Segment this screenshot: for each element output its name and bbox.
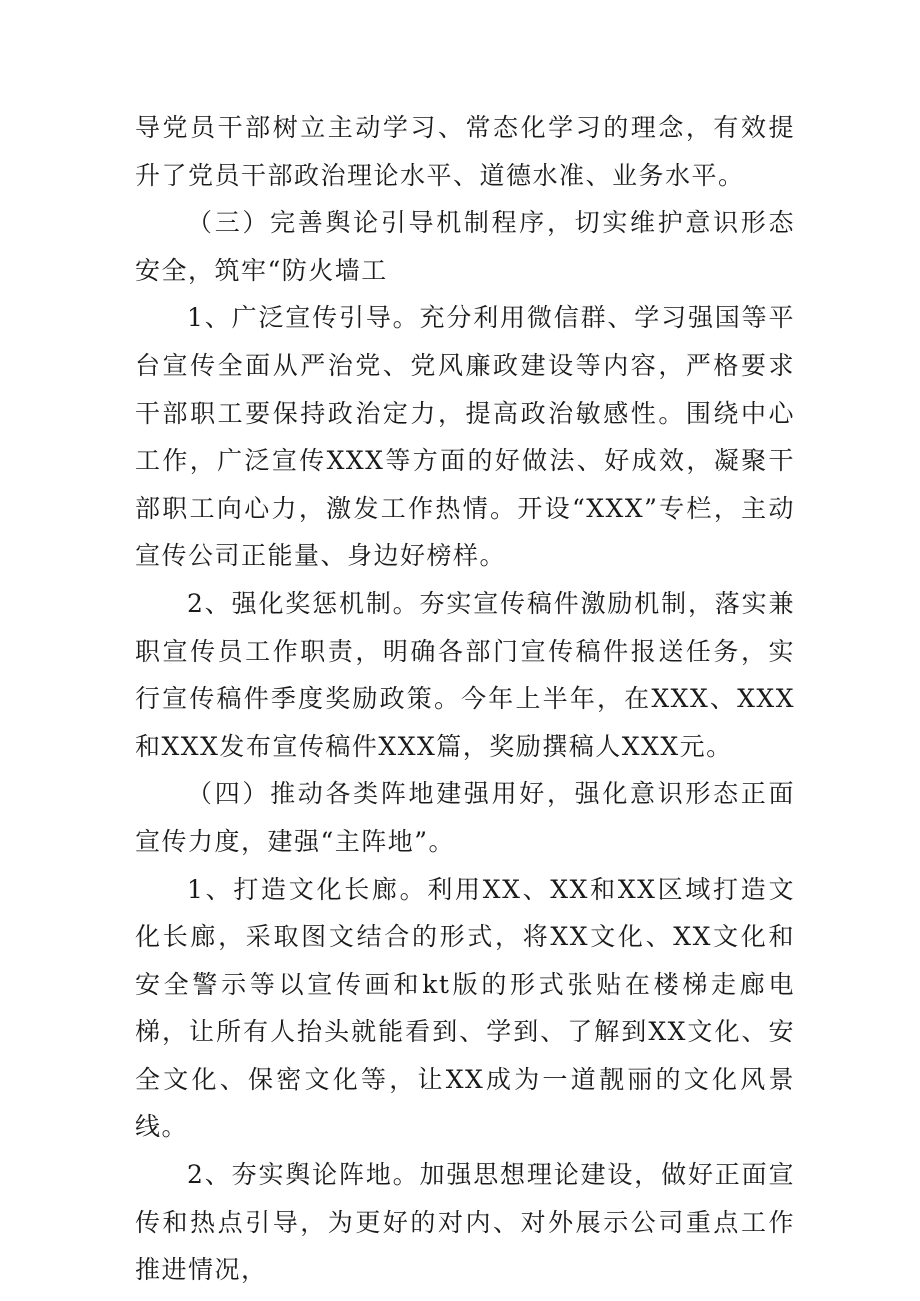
paragraph-continuation: 导党员干部树立主动学习、常态化学习的理念，有效提升了党员干部政治理论水平、道德水准、业务水平。 bbox=[135, 113, 795, 190]
paragraph-publicity-guidance: 1、广泛宣传引导。充分利用微信群、学习强国等平台宣传全面从严治党、党风廉政建设等内容，严格要求干部职工要保持政治定力，提高政治敏感性。围绕中心工作，广泛宣传XXX等方面的好做法、好成效，凝聚干部职工向心力，激发工作热情。开设“XXX”专栏，主动宣传公司正能量、身边好榜样。 bbox=[135, 303, 795, 571]
section-heading-3: （三）完善舆论引导机制程序，切实维护意识形态安全，筑牢“防火墙工 bbox=[135, 208, 795, 285]
section-heading-4: （四）推动各类阵地建强用好，强化意识形态正面宣传力度，建强“主阵地”。 bbox=[135, 779, 795, 856]
paragraph-reward-mechanism: 2、强化奖惩机制。夯实宣传稿件激励机制，落实兼职宣传员工作职责，明确各部门宣传稿件报送任务，实行宣传稿件季度奖励政策。今年上半年，在XXX、XXX和XXX发布宣传稿件XXX篇，奖励撰稿人XXX元。 bbox=[135, 588, 795, 761]
document-body bbox=[135, 104, 795, 1294]
paragraph-culture-corridor: 1、打造文化长廊。利用XX、XX和XX区域打造文化长廊，采取图文结合的形式，将XX文化、XX文化和安全警示等以宣传画和kt版的形式张贴在楼梯走廊电梯，让所有人抬头就能看到、学到、了解到XX文化、安全文化、保密文化等，让XX成为一道靓丽的文化风景线。 bbox=[135, 874, 795, 1142]
paragraph-opinion-position: 2、夯实舆论阵地。加强思想理论建设，做好正面宣传和热点引导，为更好的对内、对外展示公司重点工作推进情况， bbox=[135, 1160, 795, 1285]
